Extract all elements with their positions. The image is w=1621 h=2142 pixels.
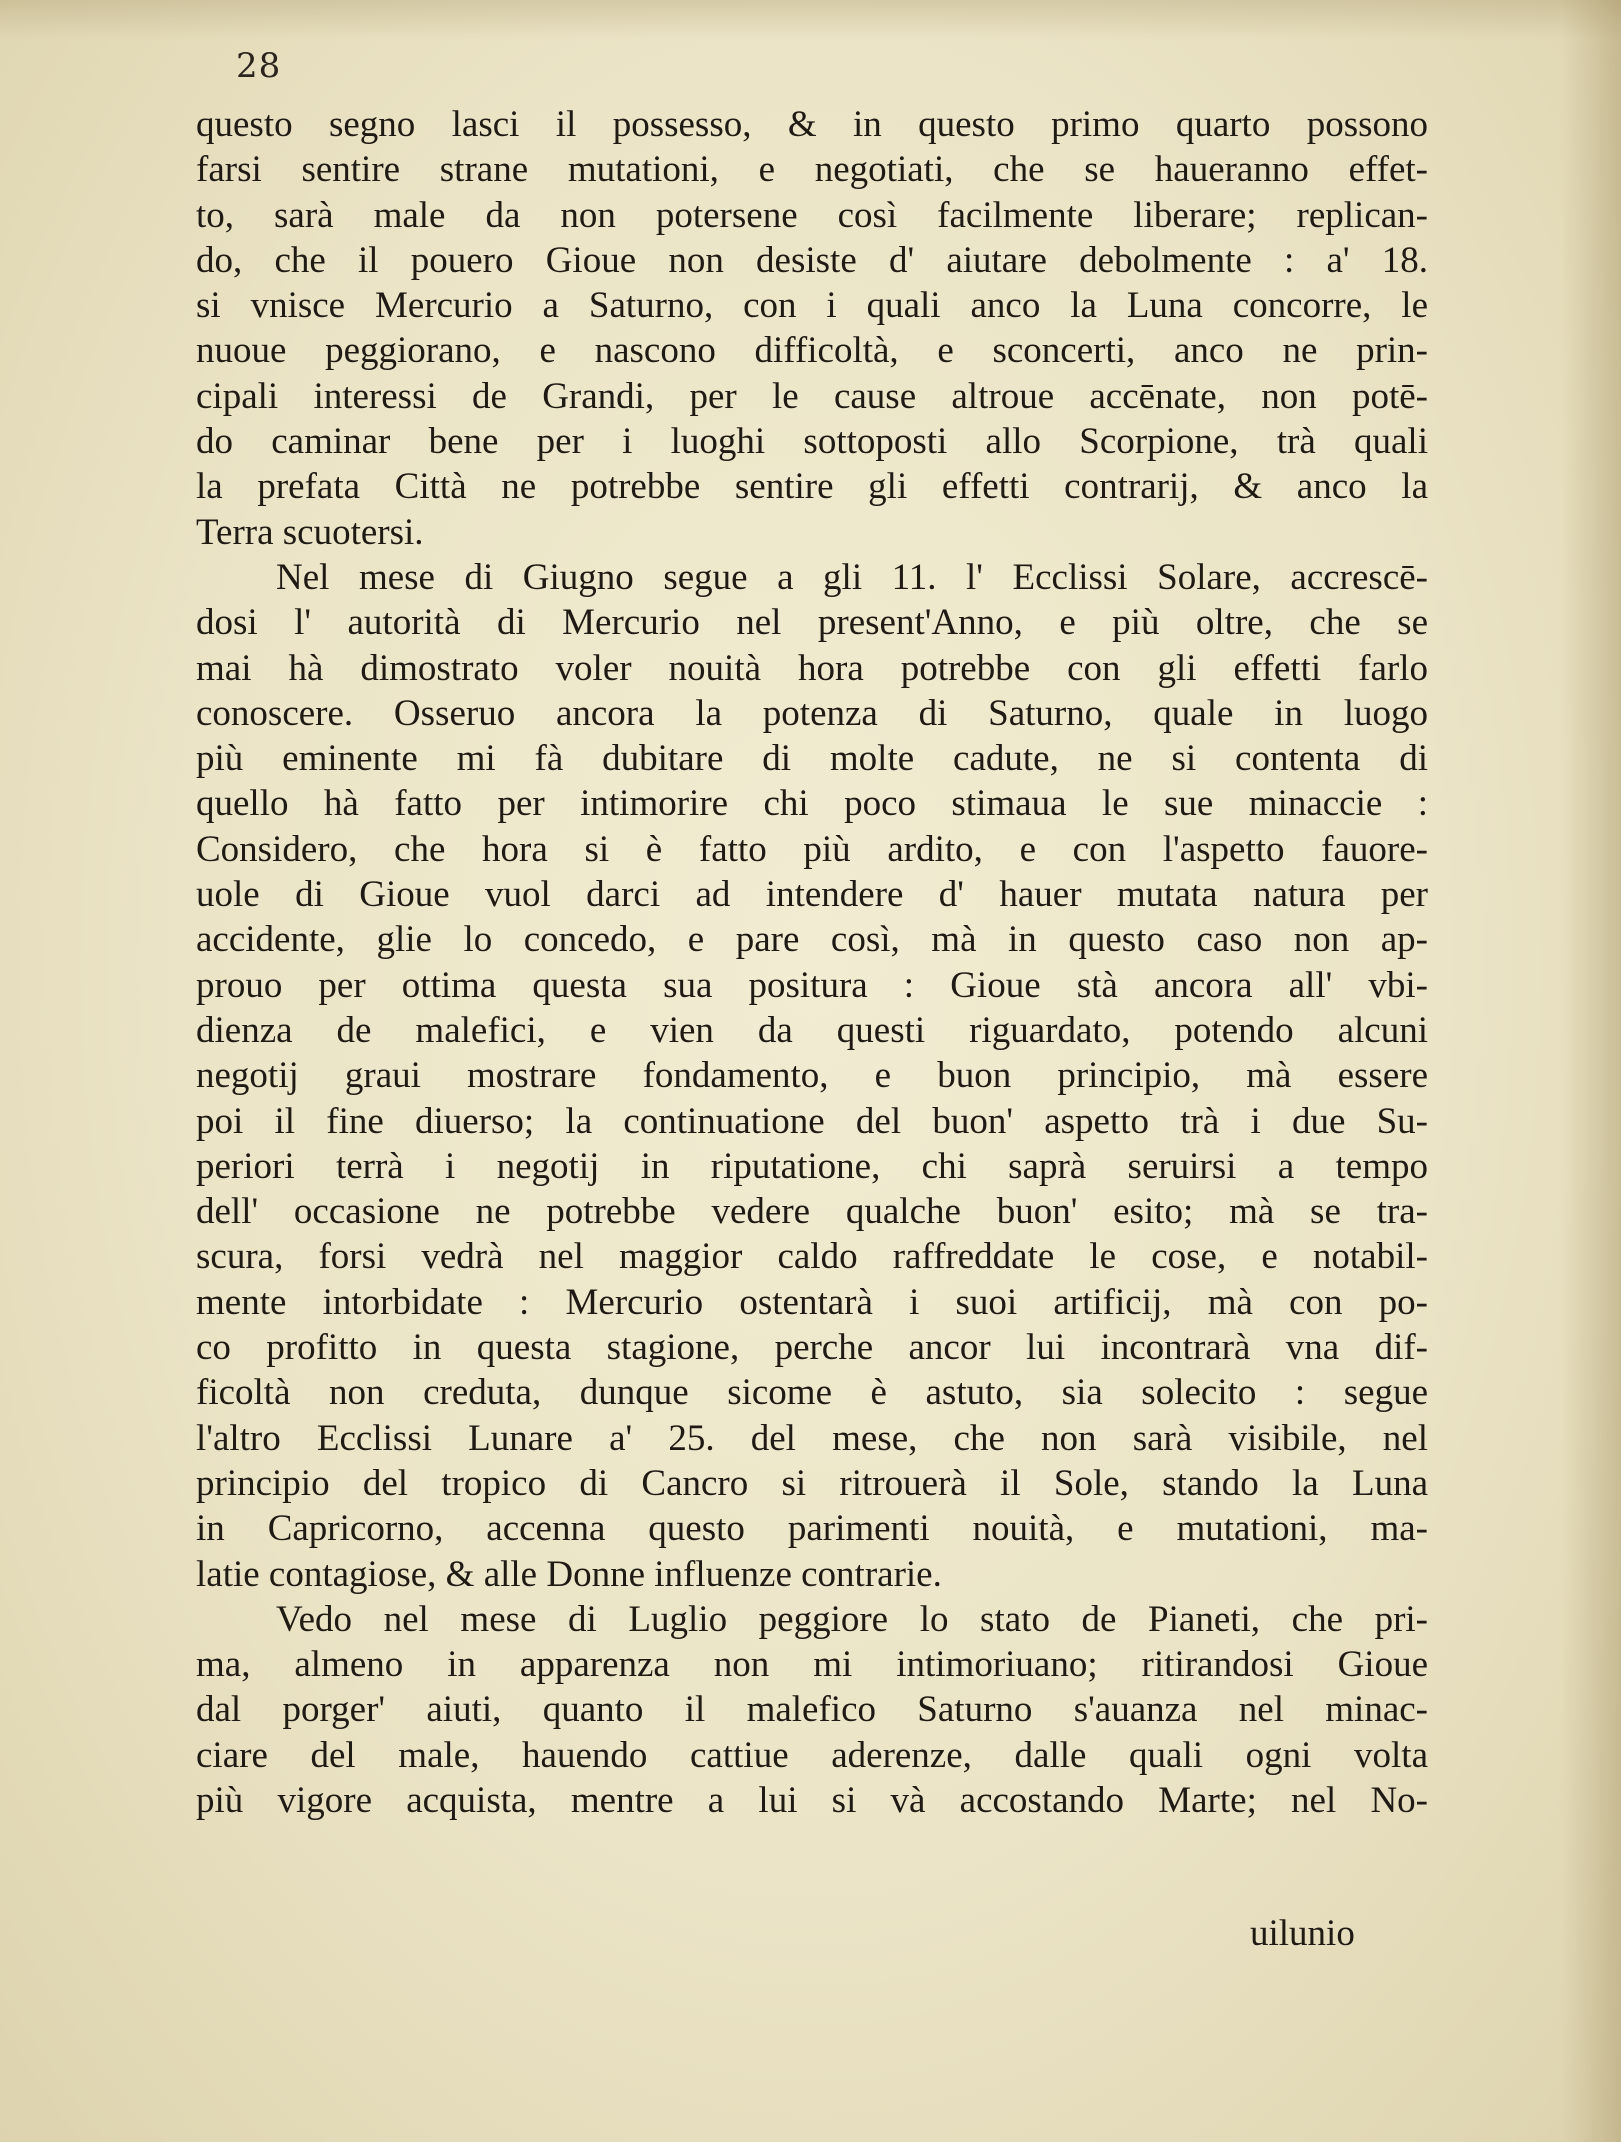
text-line: ficoltà non creduta, dunque sicome è astuto, sia solecito : segue bbox=[196, 1372, 1428, 1414]
catchword: uilunio bbox=[1250, 1913, 1355, 1954]
text-line: in Capricorno, accenna questo parimenti nouità, e mutationi, ma- bbox=[196, 1508, 1428, 1550]
text-line: cipali interessi de Grandi, per le cause altroue accēnate, non potē- bbox=[196, 375, 1428, 417]
text-line: la prefata Città ne potrebbe sentire gli effetti contrarij, & anco la bbox=[196, 466, 1428, 508]
text-line: l'altro Ecclissi Lunare a' 25. del mese, che non sarà visibile, nel bbox=[196, 1417, 1428, 1459]
text-line: poi il fine diuerso; la continuatione del buon' aspetto trà i due Su- bbox=[196, 1100, 1428, 1142]
text-line: dosi l' autorità di Mercurio nel present'Anno, e più oltre, che se bbox=[196, 602, 1428, 644]
text-line: principio del tropico di Cancro si ritrouerà il Sole, stando la Luna bbox=[196, 1462, 1428, 1504]
text-line: scura, forsi vedrà nel maggior caldo raffreddate le cose, e notabil- bbox=[196, 1236, 1428, 1278]
text-line: dienza de malefici, e vien da questi riguardato, potendo alcuni bbox=[196, 1009, 1428, 1051]
page-edge-shading bbox=[1561, 0, 1621, 2142]
text-line: periori terrà i negotij in riputatione, chi saprà seruirsi a tempo bbox=[196, 1145, 1428, 1187]
text-line: prouo per ottima questa sua positura : Gioue stà ancora all' vbi- bbox=[196, 964, 1428, 1006]
page-top-shading bbox=[0, 0, 1621, 40]
text-line: quello hà fatto per intimorire chi poco stimaua le sue minaccie : bbox=[196, 783, 1428, 825]
text-line: più vigore acquista, mentre a lui si và accostando Marte; nel No- bbox=[196, 1779, 1428, 1821]
text-line: conoscere. Osseruo ancora la potenza di Saturno, quale in luogo bbox=[196, 692, 1428, 734]
text-line: si vnisce Mercurio a Saturno, con i quali anco la Luna concorre, le bbox=[196, 285, 1428, 327]
text-line: Vedo nel mese di Luglio peggiore lo stato de Pianeti, che pri- bbox=[276, 1598, 1428, 1640]
text-line: dell' occasione ne potrebbe vedere qualche buon' esito; mà se tra- bbox=[196, 1191, 1428, 1233]
text-line: mai hà dimostrato voler nouità hora potrebbe con gli effetti farlo bbox=[196, 647, 1428, 689]
text-line: accidente, glie lo concedo, e pare così, mà in questo caso non ap- bbox=[196, 919, 1428, 961]
page-number: 28 bbox=[236, 46, 282, 86]
text-line: Considero, che hora si è fatto più ardito, e con l'aspetto fauore- bbox=[196, 828, 1428, 870]
text-line: mente intorbidate : Mercurio ostentarà i suoi artificij, mà con po- bbox=[196, 1281, 1428, 1323]
text-line: uole di Gioue vuol darci ad intendere d' hauer mutata natura per bbox=[196, 874, 1428, 916]
text-line: ma, almeno in apparenza non mi intimoriuano; ritirandosi Gioue bbox=[196, 1644, 1428, 1686]
body-text bbox=[196, 102, 1428, 1823]
text-line: Terra scuotersi. bbox=[196, 511, 424, 553]
text-line: do caminar bene per i luoghi sottoposti allo Scorpione, trà quali bbox=[196, 421, 1428, 463]
text-line: ciare del male, hauendo cattiue aderenze, dalle quali ogni volta bbox=[196, 1734, 1428, 1776]
text-line: latie contagiose, & alle Donne influenze contrarie. bbox=[196, 1553, 942, 1595]
text-line: nuoue peggiorano, e nascono difficoltà, e sconcerti, anco ne prin- bbox=[196, 330, 1428, 372]
text-line: do, che il pouero Gioue non desiste d' aiutare debolmente : a' 18. bbox=[196, 239, 1428, 281]
text-line: farsi sentire strane mutationi, e negotiati, che se haueranno effet- bbox=[196, 149, 1428, 191]
text-line: dal porger' aiuti, quanto il malefico Saturno s'auanza nel minac- bbox=[196, 1689, 1428, 1731]
text-line: più eminente mi fà dubitare di molte cadute, ne si contenta di bbox=[196, 738, 1428, 780]
text-line: questo segno lasci il possesso, & in questo primo quarto possono bbox=[196, 104, 1428, 145]
text-line: co profitto in questa stagione, perche ancor lui incontrarà vna dif- bbox=[196, 1327, 1428, 1369]
text-line: negotij graui mostrare fondamento, e buon principio, mà essere bbox=[196, 1055, 1428, 1097]
text-line: Nel mese di Giugno segue a gli 11. l' Ecclissi Solare, accrescē- bbox=[276, 556, 1428, 598]
text-line: to, sarà male da non potersene così facilmente liberare; replican- bbox=[196, 194, 1428, 236]
